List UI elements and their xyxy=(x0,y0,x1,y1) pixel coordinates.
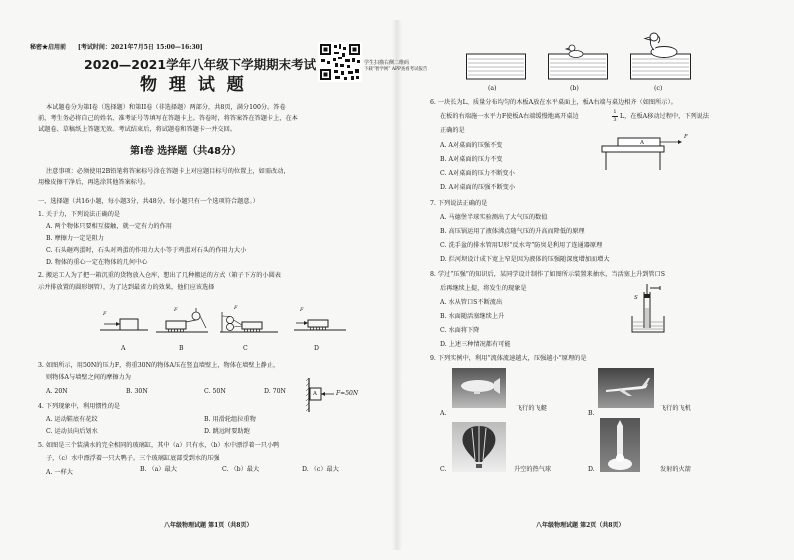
q5-tank-b xyxy=(548,40,608,80)
exam-time: [考试时间：2021年7月5日 15:00—16:30] xyxy=(78,44,203,51)
q5-option-b: B. （a）最大 xyxy=(140,466,177,473)
q1-stem: 1. 关于力，下列说法正确的是 xyxy=(38,211,121,218)
q2-figure-a xyxy=(100,310,148,332)
intro-line-3: 试题卷、草稿纸上答题无效。考试结束后，将试题卷和答题卡一并交回。 xyxy=(38,126,236,133)
q3-option-a: A. 20N xyxy=(46,388,68,395)
q8-option-b: B. 水面随活塞继续上升 xyxy=(440,313,505,320)
q6-option-c: C. A对桌面的压力不断变小 xyxy=(440,170,515,177)
q6-stem-1: 6. 一块长为L、质量分布均匀的木板A放在水平桌面上，板A右端与桌边相齐（如图所示）。 xyxy=(430,99,677,106)
exam-title: 2020—2021学年八年级下学期期末考试 xyxy=(84,57,317,72)
q3-option-c: C. 50N xyxy=(204,388,226,395)
q2-force-a: F xyxy=(103,311,107,317)
q1-option-a: A. 两个物体只要相互接触，就一定有力的作用 xyxy=(46,223,172,230)
q2-force-c: F xyxy=(234,305,238,311)
q9-option-b-letter: B. xyxy=(588,410,595,417)
q8-option-c: C. 水面将下降 xyxy=(440,327,480,334)
notice-line-1: 注意事项：必须使用2B铅笔将答案标号涂在答题卡上对应题目标号的位置上，如需改动， xyxy=(46,168,290,175)
q4-option-a: A. 运动鞋底有花纹 xyxy=(46,416,98,423)
q6-figure-block: A xyxy=(640,140,644,146)
q6-option-b: B. A对桌面的压力不变 xyxy=(440,156,503,163)
q2-force-b: F xyxy=(174,307,178,313)
q4-stem: 4. 下列现象中，利用惯性的是 xyxy=(38,403,121,410)
q9-photo-rocket xyxy=(600,418,640,472)
q5-stem-2: 子，（c）水中漂浮着一只大鸭子。三个玻璃缸底部受到水的压强 xyxy=(46,455,220,462)
qr-code-icon xyxy=(318,42,362,82)
q7-option-a: A. 马德堡半球实验测出了大气压的数值 xyxy=(440,214,548,221)
intro-line-2: 前，考生务必将自己的姓名、准考证号等填写在答题卡上。答卷时，将答案答在答题卡上，在本 xyxy=(38,115,298,122)
q2-stem-1: 2. 搬运工人为了把一箱沉重的货物放入仓库，想出了几种搬运的方式（箱子下方的小圆表 xyxy=(38,272,281,279)
subject-title: 物 理 试 题 xyxy=(140,75,247,95)
q7-option-b: B. 高压锅运用了液体沸点随气压的升高而降低的原理 xyxy=(440,228,585,235)
q8-figure-label: S xyxy=(634,295,638,301)
q9-photo-airplane xyxy=(598,368,654,408)
left-footer: 八年级物理试题 第1页（共8页） xyxy=(164,522,253,529)
q5-label-a: (a) xyxy=(488,85,497,92)
q8-figure xyxy=(630,284,666,334)
section-title: 第I卷 选择题（共48分） xyxy=(130,146,242,157)
q8-option-a: A. 水从管口S不断流出 xyxy=(440,299,503,306)
q7-option-c: C. 洗手盆的排水管用U形“反水弯”防臭是利用了连通器原理 xyxy=(440,242,603,249)
q2-label-c: C xyxy=(243,345,248,352)
q9-caption-a: 飞行的飞艇 xyxy=(516,405,547,412)
q3-stem-1: 3. 如图所示，用50N的压力F，将重30N的物体A压在竖直墙壁上，物体在墙壁上静止， xyxy=(38,362,280,369)
q3-option-d: D. 70N xyxy=(264,388,286,395)
q7-option-d: D. 拦河坝设计成下宽上窄是因为液体的压强随深度增加而增大 xyxy=(440,256,610,263)
q9-caption-b: 飞行的飞机 xyxy=(660,405,691,412)
q5-label-b: (b) xyxy=(570,85,579,92)
q8-stem-2: 后再继续上提，将发生的现象是 xyxy=(440,285,527,292)
q3-figure-force: F=50N xyxy=(336,390,359,397)
q6-option-a: A. A对桌面的压强不变 xyxy=(440,142,503,149)
q3-figure-block: A xyxy=(313,391,317,397)
q9-stem: 9. 下列实例中，利用“流体流速越大，压强越小”原理的是 xyxy=(430,355,587,362)
q9-option-c-letter: C. xyxy=(440,466,447,473)
q6-stem-2: 在板的右端施一水平力F使板A右端缓慢地离开桌边 xyxy=(440,113,579,120)
q6-stem-4: 正确的是 xyxy=(440,127,465,134)
q9-caption-c: 升空的热气球 xyxy=(514,466,552,473)
qr-caption-1: 学生扫描右侧二维码 xyxy=(364,60,410,66)
q8-stem-1: 8. 学过“压强”的知识后，某同学设计制作了如图所示装置来抽水，当活塞上升到管口S xyxy=(430,271,665,278)
secret-mark: 秘密★启用前 xyxy=(30,44,67,51)
q9-option-a-letter: A. xyxy=(440,410,447,417)
q6-option-d: D. A对桌面的压强不断变小 xyxy=(440,184,516,191)
q2-figure-c xyxy=(220,306,278,334)
q2-figure-b xyxy=(156,308,208,334)
q9-photo-hot-air-balloon xyxy=(452,422,506,472)
q4-option-d: D. 跳远时要助跑 xyxy=(204,428,250,435)
q5-option-c: C. （b）最大 xyxy=(222,466,260,473)
intro-line-1: 本试题卷分为第I卷（选择题）和第II卷（非选择题）两部分，共8页，满分100分。答卷 xyxy=(46,104,286,111)
q6-stem-3: L，在板A移动过程中，下列说法 xyxy=(620,113,710,120)
q5-label-c: (c) xyxy=(654,85,663,92)
q2-force-d: F xyxy=(300,307,304,313)
q6-fraction-num: 1 xyxy=(613,109,617,115)
q5-tank-c xyxy=(630,30,692,80)
q2-stem-2: 示并排放置的圆形钢管），为了达到最省力的效果，他们应该选择 xyxy=(38,284,215,291)
q1-option-b: B. 摩擦力一定是阻力 xyxy=(46,235,104,242)
q9-caption-d: 发射的火箭 xyxy=(660,466,691,473)
qr-caption-2: 下载“智学网” APP查看考试报告 xyxy=(364,67,428,72)
q6-figure-force: F xyxy=(684,134,688,140)
q1-option-c: C. 石头砸鸡蛋时，石头对鸡蛋的作用力大小等于鸡蛋对石头的作用力大小 xyxy=(46,247,247,254)
q1-option-d: D. 物体的重心一定在物体的几何中心 xyxy=(46,259,148,266)
q3-figure xyxy=(306,378,334,412)
q3-stem-2: 则物体A与墙壁之间的摩擦力为 xyxy=(46,374,131,381)
notice-line-2: 用橡皮擦干净后，再选涂其他答案标号。 xyxy=(38,179,150,186)
q2-label-a: A xyxy=(121,345,126,352)
part-one-heading: 一、选择题（共16小题，每小题3分，共48分。每小题只有一个选项符合题意。） xyxy=(38,198,259,205)
q3-option-b: B. 30N xyxy=(126,388,148,395)
q4-option-b: B. 用滑轮组拉重物 xyxy=(204,416,256,423)
q6-fraction-den: 3 xyxy=(613,117,617,123)
q5-option-a: A. 一样大 xyxy=(46,469,73,476)
q2-label-d: D xyxy=(314,345,319,352)
q5-stem-1: 5. 如图是三个装满水的完全相同的玻璃缸，其中（a）只有水，（b）水中漂浮着一只小鸭 xyxy=(38,442,280,449)
right-footer: 八年级物理试题 第2页（共8页） xyxy=(536,522,625,529)
q9-option-d-letter: D. xyxy=(588,466,595,473)
q8-option-d: D. 上述三种情况都有可能 xyxy=(440,341,511,348)
q2-label-b: B xyxy=(179,345,184,352)
q9-photo-blimp xyxy=(452,368,506,408)
q5-tank-a xyxy=(466,50,526,80)
q4-option-c: C. 运动员向后划水 xyxy=(46,428,98,435)
q6-figure xyxy=(596,132,696,172)
q7-stem: 7. 下列说法正确的是 xyxy=(430,200,488,207)
q5-option-d: D. （c）最大 xyxy=(302,466,339,473)
page-fold xyxy=(392,20,402,550)
